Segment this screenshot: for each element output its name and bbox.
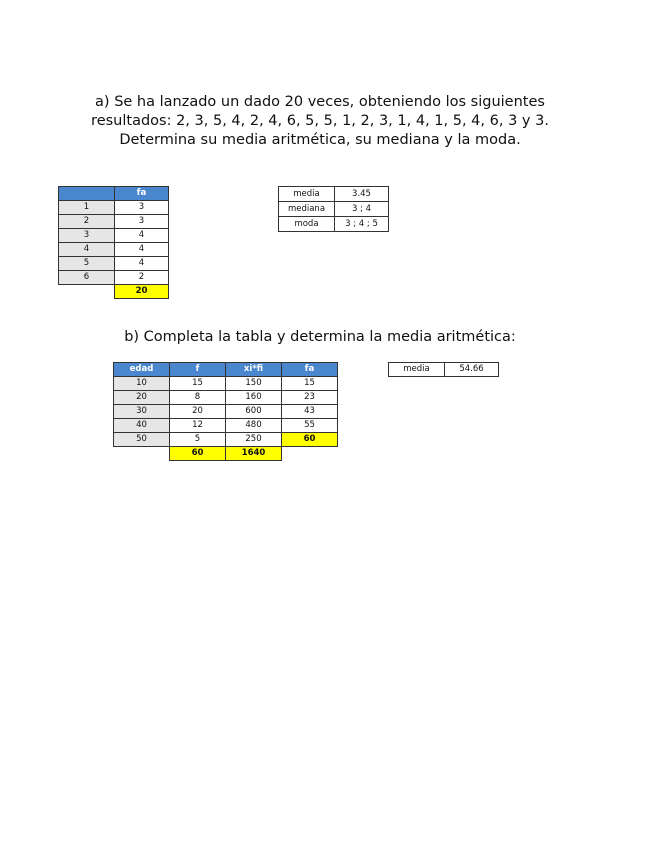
- table-cell-f: 5: [170, 433, 226, 447]
- table-cell-xifi: 600: [226, 405, 282, 419]
- table-cell-edad: 50: [114, 433, 170, 447]
- table-cell-xifi: 480: [226, 419, 282, 433]
- table-cell-fa: 55: [282, 419, 338, 433]
- table-cell-fa-final: 60: [282, 433, 338, 447]
- stats-value: 3 ; 4 ; 5: [335, 217, 389, 232]
- part-b-statement: [40, 328, 600, 347]
- table-cell-xifi: 160: [226, 391, 282, 405]
- table-cell-edad: 20: [114, 391, 170, 405]
- table-total-row: [59, 285, 169, 299]
- table-cell-fa: 4: [115, 257, 169, 271]
- stats-label: media: [279, 187, 335, 202]
- column-header-fa: fa: [115, 187, 169, 201]
- table-cell-edad: 30: [114, 405, 170, 419]
- stats-table-a: [278, 186, 389, 232]
- column-header-xifi: xi*fi: [226, 363, 282, 377]
- part-a-line-3: Determina su media aritmética, su mediana y la moda.: [119, 132, 521, 148]
- part-a-statement: [40, 93, 600, 150]
- stats-table-b: [388, 362, 499, 377]
- stats-row-mediana: [279, 202, 389, 217]
- table-header-row: [59, 187, 169, 201]
- stats-label: moda: [279, 217, 335, 232]
- part-a-line-2: resultados: 2, 3, 5, 4, 2, 4, 6, 5, 5, 1, 2, 3, 1, 4, 1, 5, 4, 6, 3 y 3.: [91, 113, 549, 129]
- table-cell-value: 6: [59, 271, 115, 285]
- empty-cell: [114, 447, 170, 461]
- part-a-line-1: a) Se ha lanzado un dado 20 veces, obteniendo los siguientes: [95, 94, 545, 110]
- table-cell-fa: 3: [115, 201, 169, 215]
- table-row: [114, 405, 338, 419]
- table-row: [114, 377, 338, 391]
- table-cell-value: 3: [59, 229, 115, 243]
- table-cell-f: 12: [170, 419, 226, 433]
- table-cell-fa: 2: [115, 271, 169, 285]
- age-frequency-table: [113, 362, 338, 461]
- table-row: [59, 201, 169, 215]
- table-cell-fa: 15: [282, 377, 338, 391]
- table-cell-value: 1: [59, 201, 115, 215]
- total-xifi-cell: 1640: [226, 447, 282, 461]
- table-cell-fa: 23: [282, 391, 338, 405]
- empty-cell: [59, 285, 115, 299]
- stats-row-media: [389, 363, 499, 377]
- part-b-line: b) Completa la tabla y determina la media aritmética:: [124, 329, 516, 345]
- column-header-fa: fa: [282, 363, 338, 377]
- table-total-row: [114, 447, 338, 461]
- stats-value: 3.45: [335, 187, 389, 202]
- table-cell-f: 20: [170, 405, 226, 419]
- table-cell-f: 15: [170, 377, 226, 391]
- table-row: [59, 257, 169, 271]
- table-cell-value: 2: [59, 215, 115, 229]
- column-header-edad: edad: [114, 363, 170, 377]
- table-cell-value: 4: [59, 243, 115, 257]
- table-cell-fa: 3: [115, 215, 169, 229]
- table-cell-value: 5: [59, 257, 115, 271]
- table-cell-fa: 43: [282, 405, 338, 419]
- frequency-table: [58, 186, 169, 299]
- table-row: [59, 271, 169, 285]
- table-cell-xifi: 250: [226, 433, 282, 447]
- empty-cell: [282, 447, 338, 461]
- stats-row-moda: [279, 217, 389, 232]
- table-header-row: [114, 363, 338, 377]
- total-f-cell: 60: [170, 447, 226, 461]
- table-cell-xifi: 150: [226, 377, 282, 391]
- table-cell-edad: 10: [114, 377, 170, 391]
- stats-label: media: [389, 363, 445, 377]
- stats-label: mediana: [279, 202, 335, 217]
- table-cell-fa: 4: [115, 229, 169, 243]
- table-row: [114, 419, 338, 433]
- table-row: [59, 229, 169, 243]
- table-row: [114, 433, 338, 447]
- table-row: [114, 391, 338, 405]
- stats-value: 3 ; 4: [335, 202, 389, 217]
- column-header-value: [59, 187, 115, 201]
- stats-value: 54.66: [445, 363, 499, 377]
- table-cell-f: 8: [170, 391, 226, 405]
- stats-row-media: [279, 187, 389, 202]
- column-header-f: f: [170, 363, 226, 377]
- total-fa-cell: 20: [115, 285, 169, 299]
- table-row: [59, 243, 169, 257]
- table-row: [59, 215, 169, 229]
- table-cell-edad: 40: [114, 419, 170, 433]
- table-cell-fa: 4: [115, 243, 169, 257]
